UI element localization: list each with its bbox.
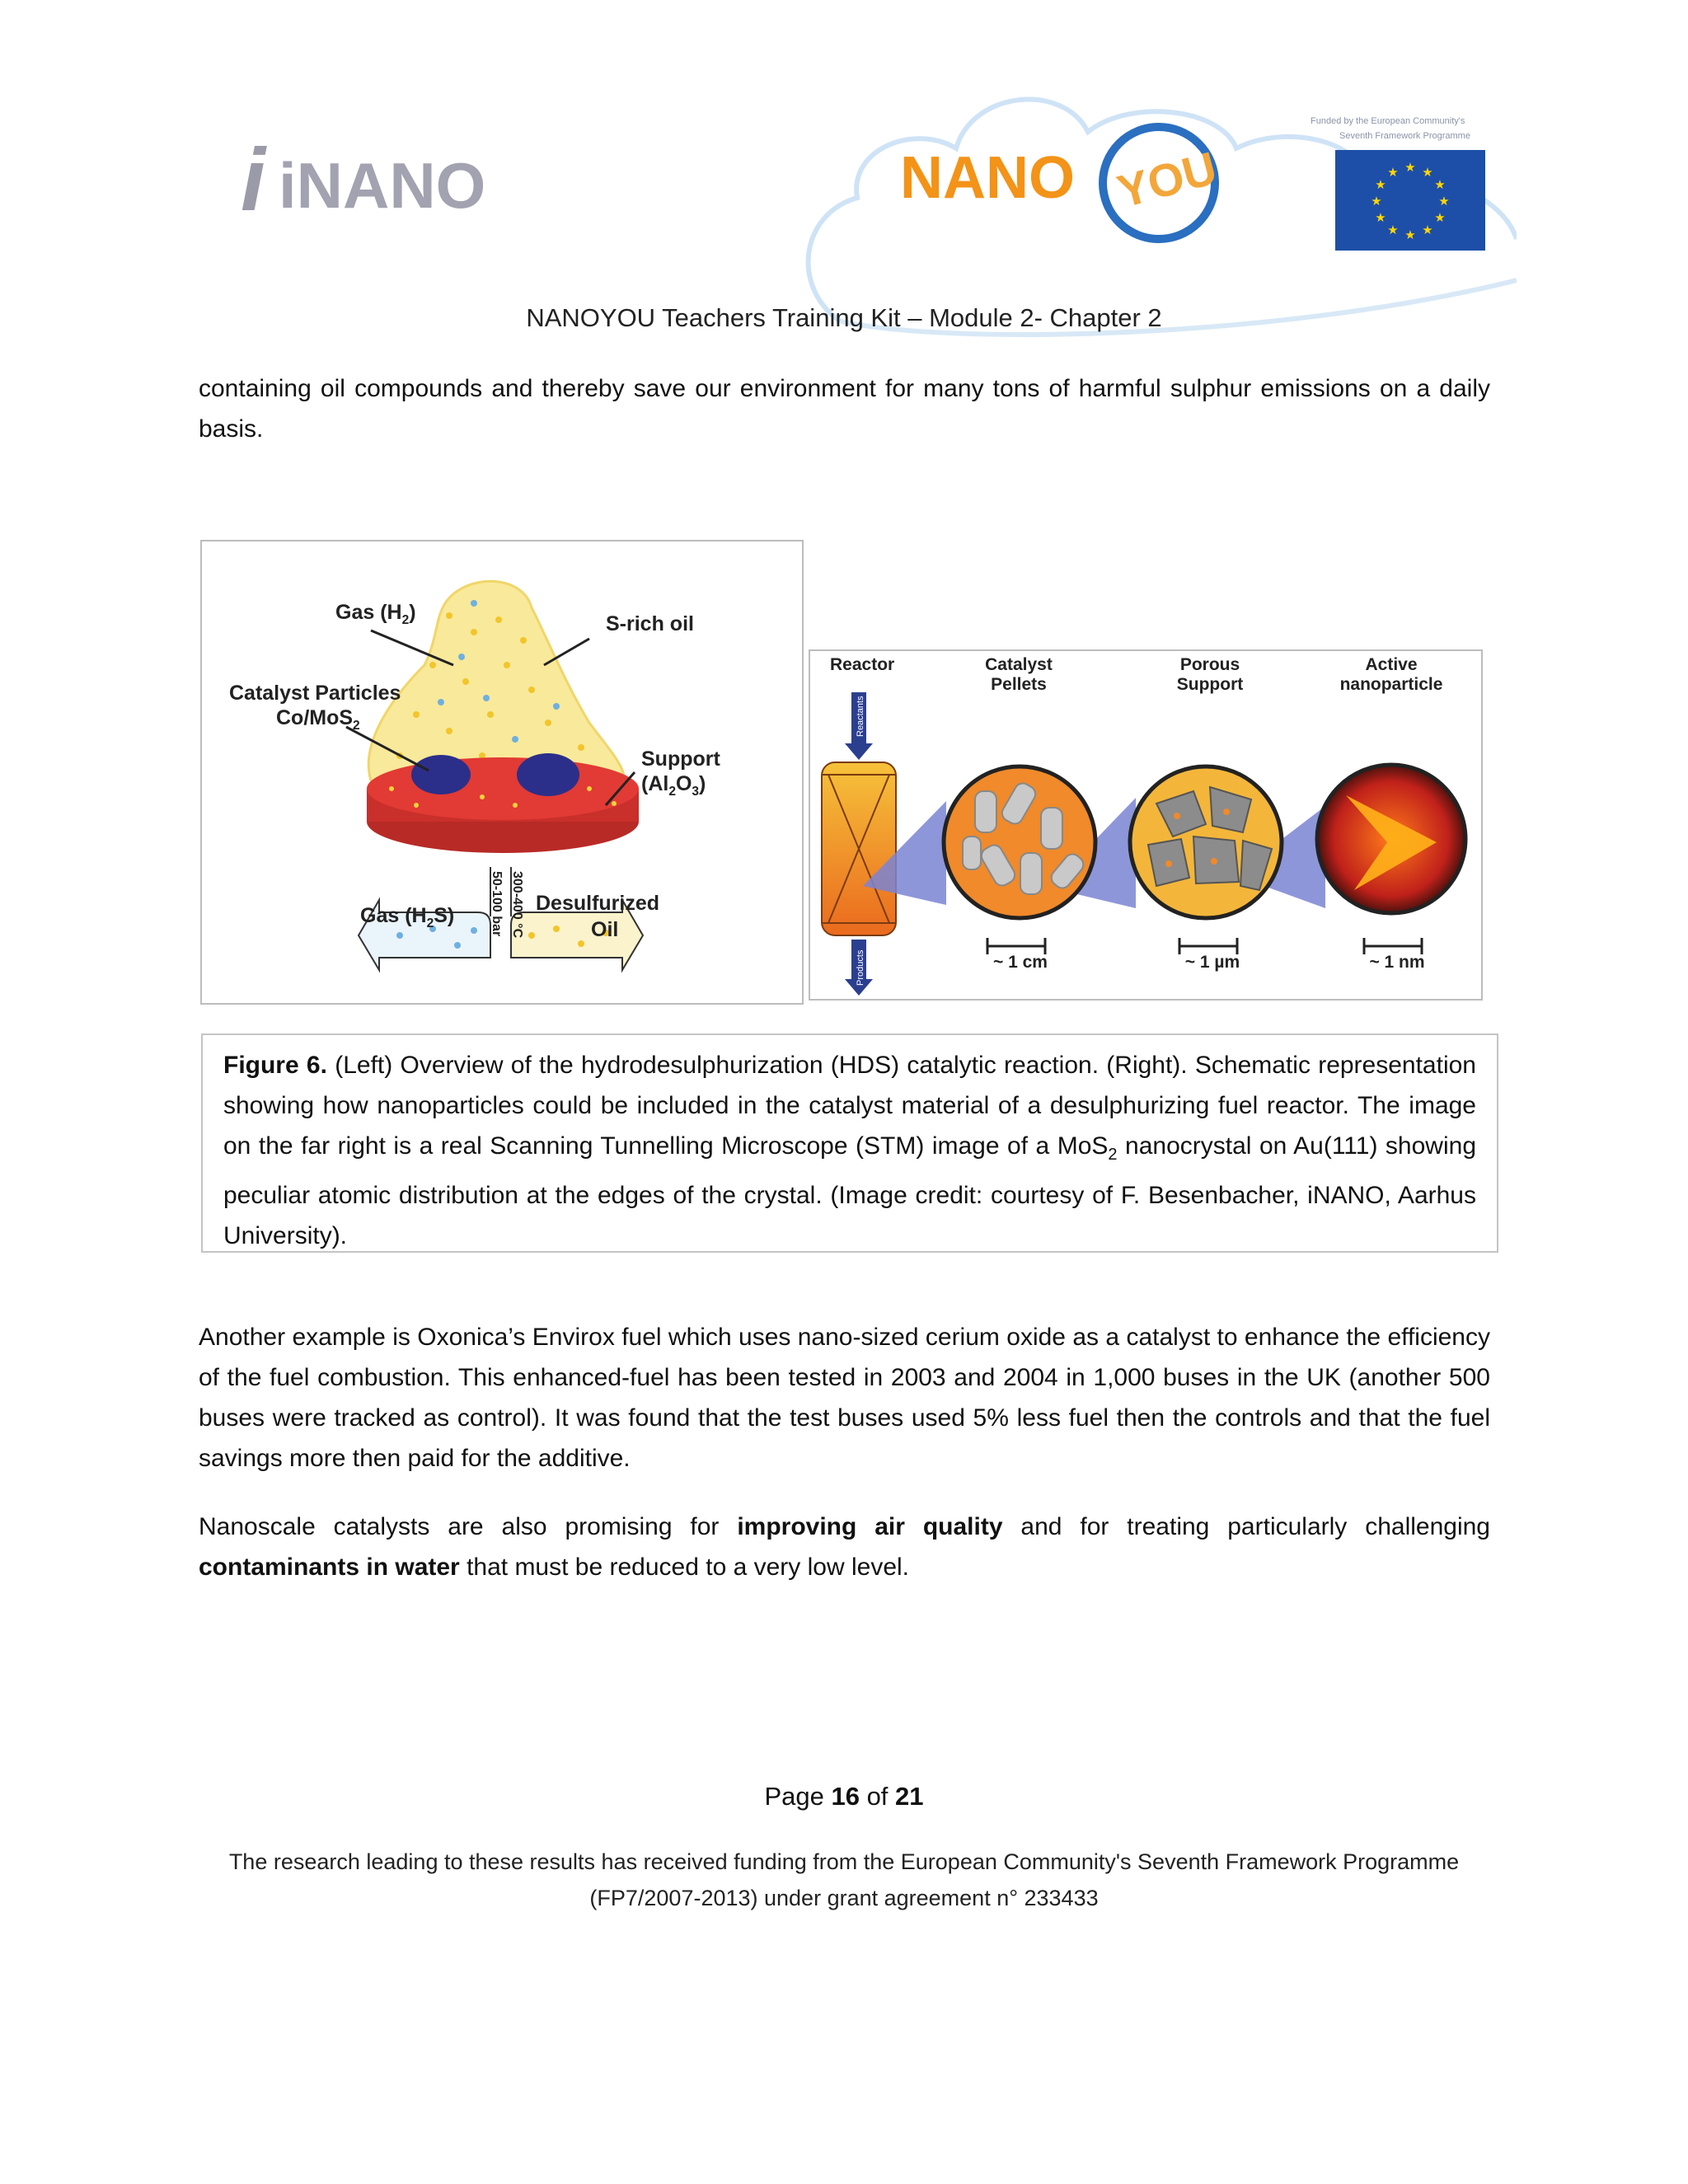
- reactor-diagram: [810, 651, 1481, 999]
- figure-caption: [201, 1033, 1498, 1253]
- paragraph-nanoscale-catalysts: Nanoscale catalysts are also promising for improving air quality and for treating particularly challenging contaminants in water that must be reduced to a very low level.: [199, 1513, 1490, 1581]
- support-disk-top: [367, 757, 639, 820]
- caption-label: Figure 6.: [223, 1052, 327, 1079]
- header-title: NANOYOU Teachers Training Kit – Module 2- Chapter 2: [526, 303, 1162, 332]
- catalyst-particle: [517, 753, 579, 796]
- scale-label-cm: ~ 1 cm: [993, 953, 1048, 972]
- figure-reactor-scales: [809, 649, 1483, 1001]
- svg-text:★: ★: [1375, 177, 1386, 192]
- svg-text:★: ★: [1438, 194, 1450, 209]
- label-al2o3: $(Al_2O_3)$: [641, 772, 706, 799]
- svg-text:★: ★: [1375, 210, 1386, 225]
- svg-text:★: ★: [1404, 227, 1416, 242]
- inano-logo: [239, 124, 511, 231]
- products-label: Products: [856, 949, 865, 986]
- funding-notice-line-1: The research leading to these results has received funding from the European Community's Seventh Framework Programme: [228, 1849, 1460, 1874]
- paragraph-envirox: Another example is Oxonica’s Envirox fuel which uses nano-sized cerium oxide as a catalyst to enhance the efficiency of the fuel combustion. This enhanced-fuel has been tested in 2003 and 2004 in 1,000 buses in the UK (another 500 buses were tracked as control). It was found that the test buses used 5% less fuel then the controls and that the fuel savings more then paid for the additive.: [199, 1324, 1490, 1472]
- you-wordmark: YOU: [1112, 141, 1222, 218]
- inano-logo-text: iNANO: [279, 149, 486, 222]
- nanoyou-logo-area: [791, 74, 1517, 338]
- scale-bars: [987, 938, 1422, 954]
- temperature-label: 300-400 °C: [510, 871, 524, 939]
- label-s-rich-oil: S-rich oil: [606, 612, 694, 635]
- label-gas-h2: Gas $(H_2)$: [335, 601, 416, 627]
- scale-label-um: ~ 1 µm: [1184, 953, 1240, 972]
- label-catalyst: Catalyst: [985, 655, 1053, 674]
- label-nanoparticle: nanoparticle: [1339, 675, 1443, 694]
- funding-notice-line-2: (FP7/2007-2013) under grant agreement n° 233433: [589, 1886, 1099, 1910]
- label-co-mos2: Co/MoS$_2$: [276, 706, 360, 733]
- label-support: Support: [1176, 675, 1244, 694]
- svg-text:★: ★: [1422, 223, 1433, 237]
- label-porous: Porous: [1179, 655, 1240, 674]
- hds-diagram: [202, 541, 802, 1003]
- eu-funding-text-2: Seventh Framework Programme: [1339, 131, 1470, 141]
- eu-funding-text-1: Funded by the European Community's: [1311, 116, 1465, 126]
- page-number: Page 16 of 21: [764, 1782, 924, 1811]
- inano-logo-i: i: [241, 129, 266, 229]
- label-support: Support: [641, 748, 720, 771]
- svg-text:★: ★: [1387, 165, 1399, 180]
- paragraph-intro-continued: containing oil compounds and thereby save our environment for many tons of harmful sulphur emissions on a daily basis.: [199, 375, 1490, 443]
- label-gas-h2s: Gas $(H_2S)$: [360, 904, 455, 930]
- pressure-label: 50-100 bar: [490, 871, 504, 937]
- svg-text:★: ★: [1371, 194, 1382, 209]
- figure-hds-overview: [200, 540, 804, 1005]
- nano-wordmark: NANO: [900, 145, 1075, 211]
- caption-text: Figure 6. (Left) Overview of the hydrodesulphurization (HDS) catalytic reaction. (Right). Schematic representation showing how nanoparticles could be included in the catalyst material of a desulphurizing fuel reactor. The image on the far right is a real Scanning Tunnelling Microscope (STM) image of a MoS$_2$ nanocrystal on Au(111) showing peculiar atomic distribution at the edges of the crystal. (Image credit: courtesy of F. Besenbacher, iNANO, Aarhus University).: [223, 1052, 1476, 1249]
- catalyst-particle: [411, 755, 471, 794]
- svg-text:★: ★: [1434, 210, 1446, 225]
- label-oil: Oil: [591, 918, 619, 941]
- scale-label-nm: ~ 1 nm: [1369, 953, 1425, 972]
- reactants-label: Reactants: [856, 696, 865, 737]
- svg-text:★: ★: [1422, 165, 1433, 180]
- svg-text:★: ★: [1387, 223, 1399, 237]
- label-desulfurized: Desulfurized: [536, 892, 660, 915]
- label-reactor: Reactor: [830, 655, 895, 674]
- svg-text:★: ★: [1434, 177, 1446, 192]
- svg-text:★: ★: [1404, 160, 1416, 175]
- label-pellets: Pellets: [991, 675, 1047, 694]
- label-active: Active: [1365, 655, 1418, 674]
- label-catalyst-particles: Catalyst Particles: [229, 682, 401, 705]
